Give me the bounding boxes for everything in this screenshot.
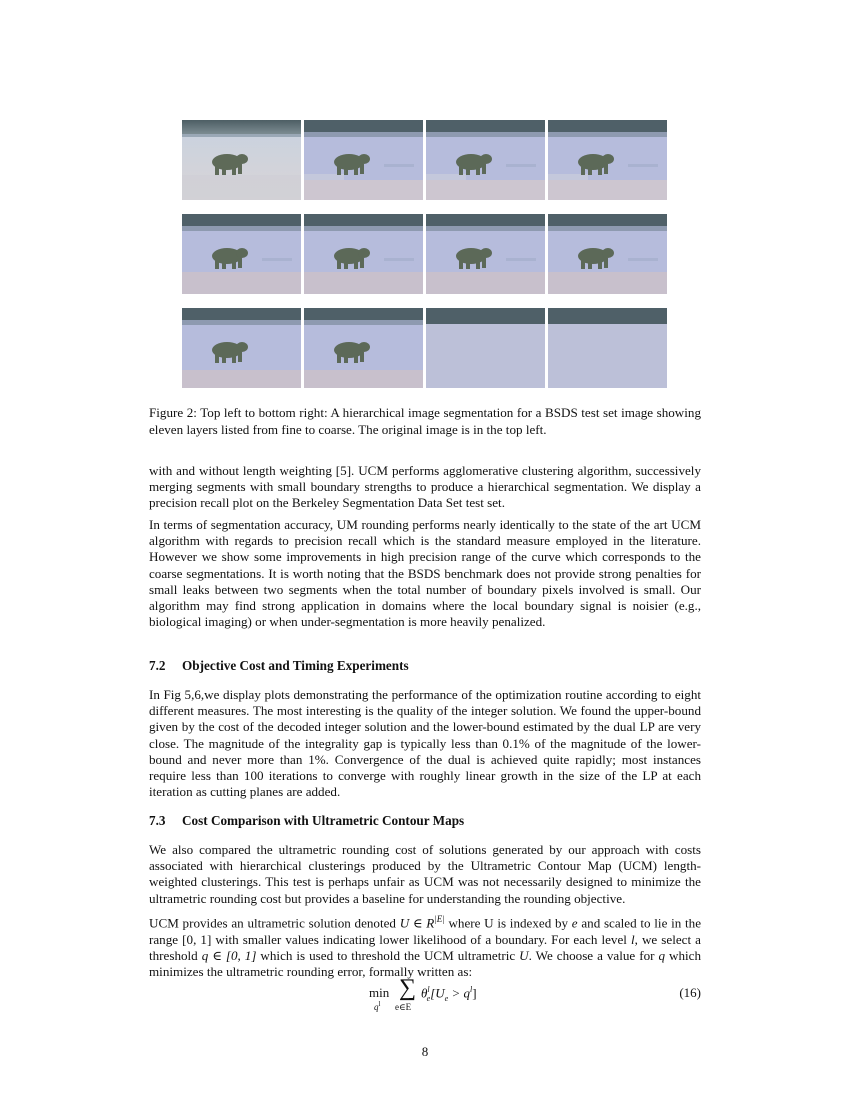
eq-theta-sup: l xyxy=(427,985,430,994)
eq-q-sup: l xyxy=(469,985,473,994)
segmentation-tile-original xyxy=(182,120,301,200)
segmentation-tile-layer-1 xyxy=(304,120,423,200)
paragraph-cost-comparison: We also compared the ultrametric rounding cost of solutions generated by our approach with costs associated with hierarchical clusterings produced by the Ultrametric Contour Map (UCM) length-weighted clusterings. This test is perhaps unfair as UCM was not necessarily designed to minimize the ultrametric rounding cost but provides a baseline for understanding the rounding objective. xyxy=(149,842,701,906)
segmentation-tile-layer-7 xyxy=(548,214,667,294)
math-exponent: |E| xyxy=(434,914,445,924)
segmentation-tile-layer-8 xyxy=(182,308,301,388)
text-span: , we select a threshold xyxy=(149,931,701,963)
eq-expression xyxy=(421,985,477,1003)
section-heading-7-3 xyxy=(149,813,464,829)
equation-number: (16) xyxy=(679,985,701,1000)
text-span: and scaled to lie in the range xyxy=(149,915,702,947)
paragraph-objective-cost: In Fig 5,6,we display plots demonstrating the performance of the optimization routine according to eight different measures. The most interesting is the quality of the integer solution. We found the upper-bound given by the cost of the decoded integer solution and the lower-bound estimated by the dual LP are very close. The magnitude of the integrality gap is typically less than 0.1% of the magnitude of the lower-bound and never more than 1%. Convergence of the dual is achieved quite rapidly; most instances require less than 100 iterations to converge with roughly linear growth in the size of the LP at each iteration as cutting planes are added. xyxy=(149,687,701,800)
eq-close: ] xyxy=(472,985,477,1001)
eq-theta-sub: e xyxy=(426,993,431,1003)
segmentation-tile-layer-2 xyxy=(426,120,545,200)
segmentation-tile-layer-5 xyxy=(304,214,423,294)
text-span: where U is indexed by xyxy=(444,915,572,931)
eq-u-sub: e xyxy=(444,993,449,1003)
paragraph-segmentation-accuracy: In terms of segmentation accuracy, UM rounding performs nearly identically to the state of the art UCM algorithm with regards to precision recall which is the standard measure employed in the literature. However we show some improvements in high precision range of the curve which corresponds to the coarse segmentations. It is worth noting that the BSDS benchmark does not provide strong penalties for small leaks between two segments when the total number of boundary pixels involved is small. Our algorithm may find strong application in domains where the local boundary signal is noisier (e.g., biological imaging) or when under-segmentation is more heavily penalized. xyxy=(149,517,701,630)
eq-sum-subscript: e∈E xyxy=(395,1002,412,1012)
eq-theta: θ xyxy=(421,985,428,1001)
section-number: 7.3 xyxy=(149,813,166,828)
segmentation-tile-layer-3 xyxy=(548,120,667,200)
equation-16 xyxy=(149,975,701,1018)
eq-bracket-u: [U xyxy=(430,985,445,1001)
eq-gt-q: > q xyxy=(448,985,470,1001)
section-title: Objective Cost and Timing Experiments xyxy=(182,658,409,673)
eq-min-sub-sup: l xyxy=(378,1000,381,1008)
paragraph-ucm-threshold xyxy=(149,911,701,980)
segmentation-tile-layer-11 xyxy=(548,308,667,388)
paragraph-ucm-intro: with and without length weighting [5]. UCM performs agglomerative clustering algorithm, successively merging segments with small boundary strengths to produce a hierarchical segmentation. We display a precision recall plot on the Berkeley Segmentation Data Set test set. xyxy=(149,463,701,511)
math-e: e xyxy=(571,915,578,931)
text-span: which minimizes the ultrametric rounding error, formally written as: xyxy=(149,947,701,979)
summation-symbol: ∑ xyxy=(399,975,417,1001)
page-number: 8 xyxy=(421,1044,429,1059)
section-heading-7-2 xyxy=(149,658,409,674)
section-number: 7.2 xyxy=(149,658,166,673)
figure-caption: Figure 2: Top left to bottom right: A hierarchical image segmentation for a BSDS test set image showing eleven layers listed from fine to coarse. The original image is in the top left. xyxy=(149,405,701,437)
eq-min-subscript xyxy=(374,1000,380,1012)
segmentation-tile-layer-6 xyxy=(426,214,545,294)
eq-min: min xyxy=(369,985,390,1000)
math-u-in-r: U ∈ R xyxy=(399,915,435,931)
text-span: UCM provides an ultrametric solution denoted xyxy=(149,915,400,931)
segmentation-tile-layer-9 xyxy=(304,308,423,388)
text-span: . We choose a value for xyxy=(528,947,659,963)
text-span: which is used to threshold the UCM ultrametric xyxy=(256,947,520,963)
math-l: l xyxy=(630,931,635,947)
math-q: q xyxy=(658,947,666,963)
text-span: with smaller values indicating lower likelihood of a boundary. For each level xyxy=(211,931,631,947)
math-range: [0, 1] xyxy=(182,931,212,947)
eq-min-sub: q xyxy=(374,1002,379,1012)
segmentation-tile-layer-10 xyxy=(426,308,545,388)
math-U: U xyxy=(519,947,529,963)
math-q-in-range: q ∈ [0, 1] xyxy=(201,947,257,963)
section-title: Cost Comparison with Ultrametric Contour Maps xyxy=(182,813,465,828)
segmentation-tile-layer-4 xyxy=(182,214,301,294)
